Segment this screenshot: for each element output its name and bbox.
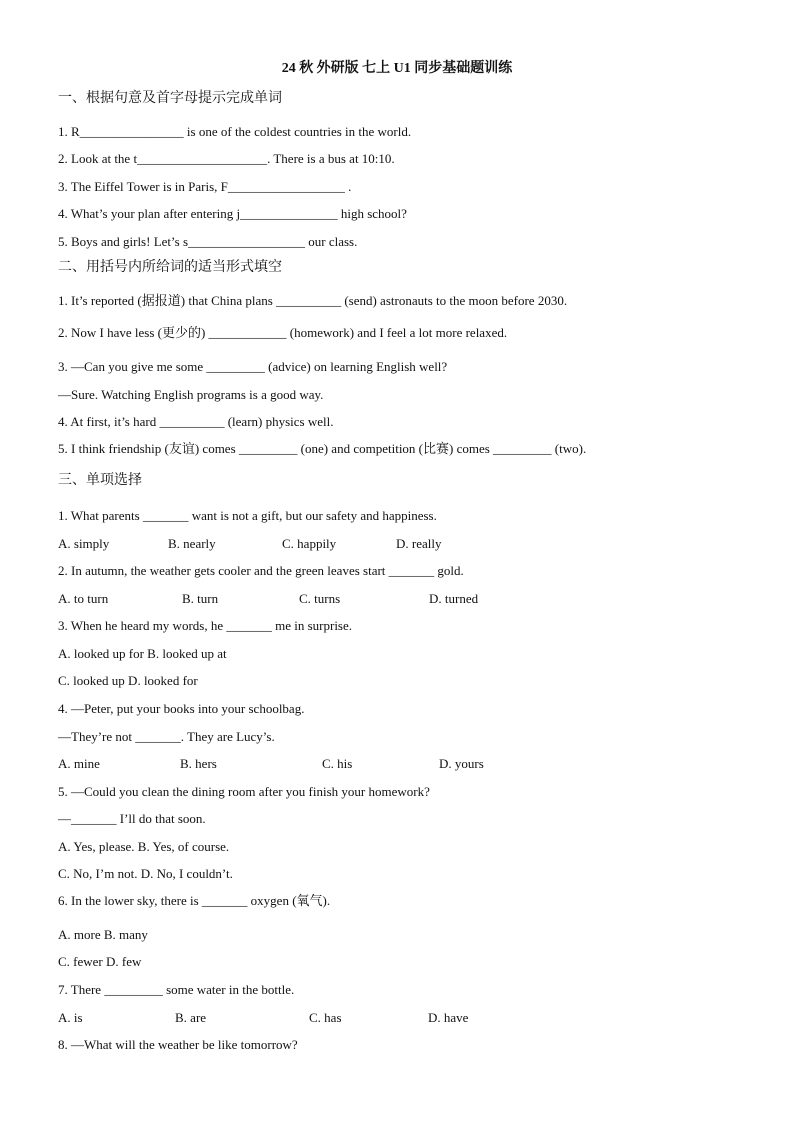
s1-question-1: 1. R________________ is one of the coldest countries in the world. [58, 124, 412, 139]
s3-question-6-options-cd: C. fewer D. few [58, 954, 142, 969]
s3-question-5-reply: —_______ I’ll do that soon. [58, 811, 206, 826]
s3-question-2: 2. In autumn, the weather gets cooler and the green leaves start _______ gold. [58, 563, 464, 578]
s3-question-8: 8. —What will the weather be like tomorrow? [58, 1037, 298, 1052]
s2-question-4: 4. At first, it’s hard __________ (learn) physics well. [58, 414, 334, 429]
s3-question-3-options-cd: C. looked up D. looked for [58, 673, 198, 688]
s2-question-5: 5. I think friendship (友谊) comes _________ (one) and competition (比赛) comes _________ (two). [58, 441, 587, 456]
s3-question-1: 1. What parents _______ want is not a gift, but our safety and happiness. [58, 508, 437, 523]
s1-question-4: 4. What’s your plan after entering j_______________ high school? [58, 206, 407, 221]
s1-question-5: 5. Boys and girls! Let’s s__________________ our class. [58, 234, 358, 249]
s3-question-3: 3. When he heard my words, he _______ me in surprise. [58, 618, 353, 633]
s3-question-3-options-ab: A. looked up for B. looked up at [58, 646, 227, 661]
s3-question-5-options-cd: C. No, I’m not. D. No, I couldn’t. [58, 866, 233, 881]
s1-question-3: 3. The Eiffel Tower is in Paris, F__________________ . [58, 179, 352, 194]
s2-question-3: 3. —Can you give me some _________ (advice) on learning English well? [58, 359, 448, 374]
s2-question-1: 1. It’s reported (据报道) that China plans __________ (send) astronauts to the moon before 2030. [58, 293, 568, 308]
s3-question-5: 5. —Could you clean the dining room after you finish your homework? [58, 784, 430, 799]
s3-question-7: 7. There _________ some water in the bottle. [58, 982, 295, 997]
s1-question-2: 2. Look at the t____________________. There is a bus at 10:10. [58, 151, 395, 166]
section-2-heading: 二、用括号内所给词的适当形式填空 [58, 260, 282, 275]
page-title: 24 秋 外研版 七上 U1 同步基础题训练 [281, 61, 513, 76]
s3-question-5-options-ab: A. Yes, please. B. Yes, of course. [58, 839, 230, 854]
s3-question-6: 6. In the lower sky, there is _______ oxygen (氧气). [58, 893, 331, 908]
s2-question-2: 2. Now I have less (更少的) ____________ (homework) and I feel a lot more relaxed. [58, 325, 508, 340]
s3-question-6-options-ab: A. more B. many [58, 927, 148, 942]
section-1-heading: 一、根据句意及首字母提示完成单词 [58, 91, 282, 106]
section-3-heading: 三、单项选择 [58, 473, 142, 488]
s2-question-3-reply: —Sure. Watching English programs is a good way. [58, 387, 324, 402]
s3-question-4: 4. —Peter, put your books into your schoolbag. [58, 701, 305, 716]
s3-question-4-reply: —They’re not _______. They are Lucy’s. [58, 729, 275, 744]
